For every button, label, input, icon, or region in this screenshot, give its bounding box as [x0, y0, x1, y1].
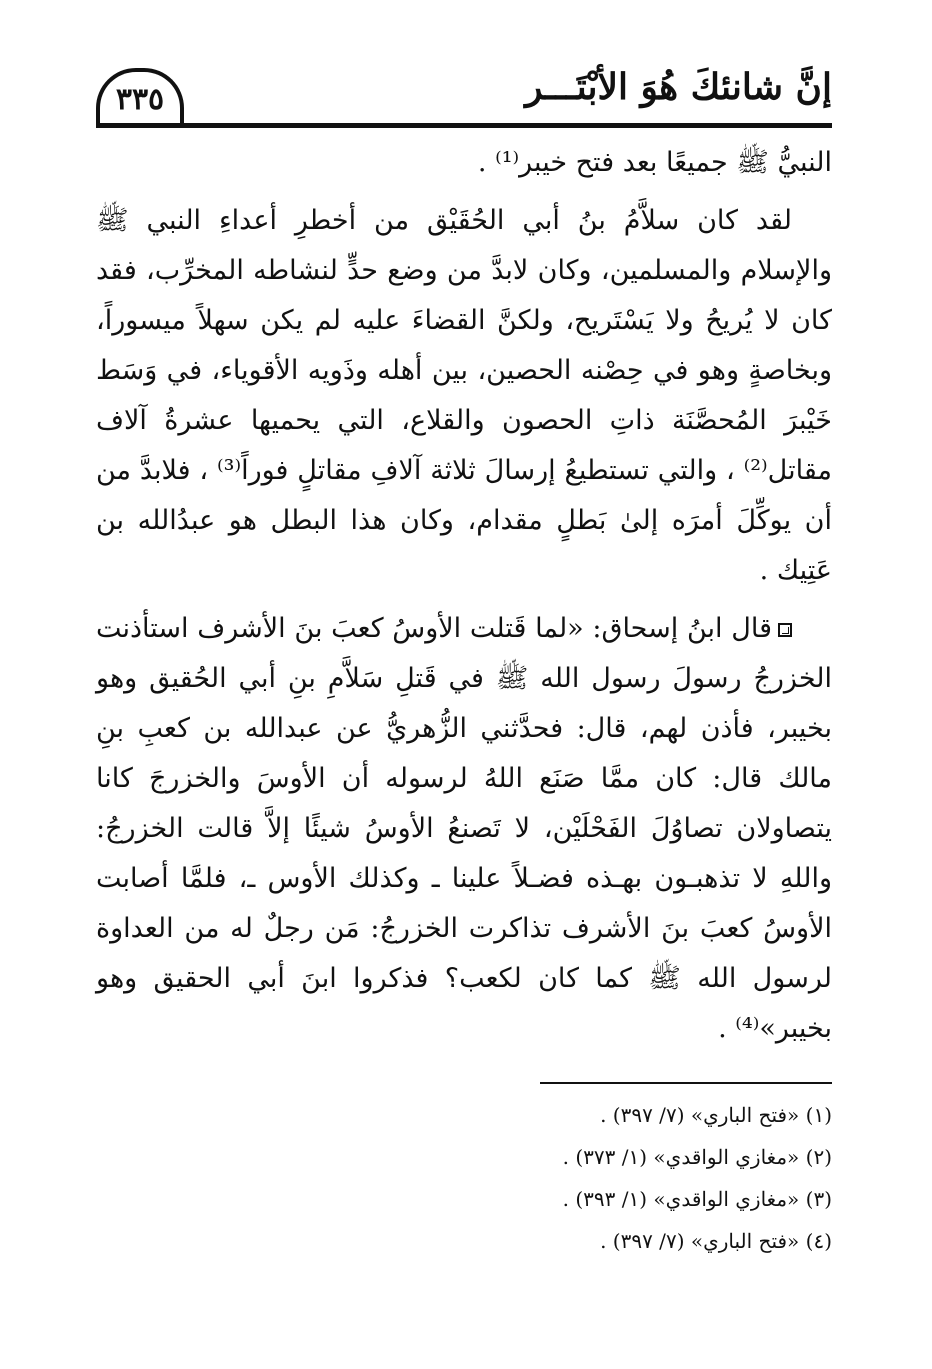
footnotes — [96, 1094, 832, 1262]
body-text — [96, 138, 832, 1054]
paragraph-continuation: النبيُّ ﷺ جميعًا بعد فتح خيبر⁽¹⁾ . — [477, 147, 832, 178]
paragraph-ibn-ishaq-quote — [96, 604, 832, 1054]
paragraph-ibn-abi-huqayq: لقد كان سلاَّمُ بنُ أبي الحُقَيْق من أخطرِ أعداءِ النبي ﷺ والإسلام والمسلمين، وكان لابدَّ من وضع حدٍّ لنشاطه المخرِّب، فقد كان لا يُريحُ ولا يَسْتَريح، ولكنَّ القضاءَ عليه لم يكن سهلاً ميسوراً، وبخاصةٍ وهو في حِصْنه الحصين، بين أهله وذَويه الأقوياء، في وَسَط خَيْبرَ المُحصَّنَة ذاتِ الحصون والقلاع، التي يحميها عشرةُ آلاف مقاتل⁽²⁾ ، والتي تستطيعُ إرسالَ ثلاثة آلافِ مقاتلٍ فوراً⁽³⁾ ، فلابدَّ من أن يوكِّلَ أمرَه إلىٰ بَطلٍ مقدام، وكان هذا البطل هو عبدُالله بن عَتِيك . — [96, 205, 832, 586]
page-number: ٣٣٥ — [115, 81, 165, 117]
running-title: إنَّ شانئكَ هُوَ الأبْتَـــر — [525, 66, 832, 108]
page-header — [96, 60, 832, 128]
page-number-badge — [96, 68, 184, 126]
footnote-1: (١) «فتح الباري» (٧/ ٣٩٧) . — [600, 1103, 832, 1127]
header-rule — [96, 123, 832, 128]
paragraph-ibn-ishaq-text: قال ابنُ إسحاق: «لما قَتلت الأوسُ كعبَ بنَ الأشرف استأذنت الخزرجُ رسولَ رسول الله ﷺ في قَتلِ سَلاَّمِ بنِ أبي الحُقيق وهو بخيبر، فأذن لهم، قال: فحدَّثني الزُّهريُّ عن عبدالله بن كعبِ بنِ مالك قال: كان ممَّا صَنَع اللهُ لرسوله أن الأوسَ والخزرجَ كانا يتصاولان تصاوُلَ الفَحْلَيْن، لا تَصنعُ الأوسُ شيئًا إلاَّ قالت الخزرجُ: واللهِ لا تذهبـون بهـذه فضـلاً علينا ـ وكذلك الأوس ـ، فلمَّا أصابت الأوسُ كعبَ بنَ الأشرف تذاكرت الخزرجُ: مَن رجلٌ له من العداوة لرسول الله ﷺ كما كان لكعب؟ فذكروا ابنَ أبي الحقيق وهو بخيبر»⁽⁴⁾ . — [96, 613, 832, 1044]
footnote-2: (٢) «مغازي الواقدي» (١/ ٣٧٣) . — [562, 1145, 832, 1169]
footnote-4: (٤) «فتح الباري» (٧/ ٣٩٧) . — [600, 1229, 832, 1253]
footnote-3: (٣) «مغازي الواقدي» (١/ ٣٩٣) . — [562, 1187, 832, 1211]
quote-box-icon — [778, 623, 792, 637]
footnote-rule — [540, 1082, 832, 1084]
